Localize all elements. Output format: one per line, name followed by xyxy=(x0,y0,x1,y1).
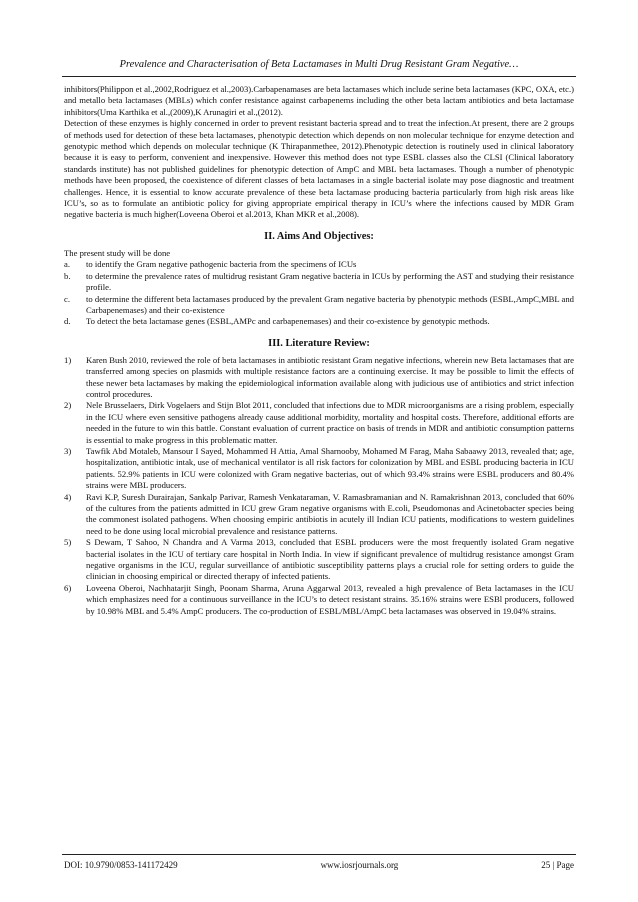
aim-item-text: to determine the prevalence rates of multidrug resistant Gram negative bacteria in ICUs by performing the AST and studying their resistance profile. xyxy=(86,270,574,293)
review-item xyxy=(64,446,574,492)
aim-item-marker: c. xyxy=(64,293,70,304)
aims-list xyxy=(64,259,574,327)
review-item xyxy=(64,537,574,583)
intro-paragraph-2: Detection of these enzymes is highly concerned in order to prevent resistant bacteria spread and to treat the infection.At present, there are 2 groups of methods used for detection of these beta lactamases, phenotypic detection which depends on non molecular technique for enzyme detection and genotypic method which depends on molecular technique (K Thirapanmethee, 2012).Phenotypic detection is routinely used in clinical laboratory because it is easy to perform, convenient and inexpensive. However this method does not type ESBL classes also the CLSI (Clinical laboratory standards institute) has not published guidelines for phenotypic detection of AmpC and MBL beta lactamases. Though a number of phenotypic methods have been proposed, the coexistence of diferent classes of beta lactamases in a single bacterial isolate may pose diagnostic and treatment challenges. Hence, it is essential to know accurate prevalence of these beta lactamase producing bacteria particularly from high risk areas like ICU’s, so as to formulate an antibiotic policy for giving appropriate empirical therapy in ICU’s where the infections caused by MDR Gram negative bacteria is much higher(Loveena Oberoi et al.2013, Khan MKR et al.,2008). xyxy=(64,118,574,220)
review-item-marker: 4) xyxy=(64,491,72,502)
review-item xyxy=(64,492,574,538)
review-item-text: S Dewam, T Sahoo, N Chandra and A Varma 2013, concluded that ESBL producers were the most frequently isolated Gram negative bacterial isolates in the ICU of tertiary care hospital in North India. In view if significant prevalence of multidrug resistance amongst Gram negative organisms in the ICU, regular surveillance of antibiotic susceptibility patterns plays a crucial role for setting orders to guide the clinician in choosing empirical or directed therapy of infected patients. xyxy=(86,537,574,582)
review-item-marker: 3) xyxy=(64,445,72,456)
review-item-marker: 6) xyxy=(64,582,72,593)
aim-item xyxy=(64,259,574,270)
footer-doi: DOI: 10.9790/0853-141172429 xyxy=(64,860,178,870)
review-item-text: Ravi K.P, Suresh Durairajan, Sankalp Parivar, Ramesh Venkataraman, V. Ramasbramanian and N. Ramakrishnan 2013, concluded that 60% of the cultures from the patients admitted in ICU grew Gram negative organisms with E.coli, Pseudomonas and Acinetobacter species being the commonest isolated pathogens. When choosing empiric antibiotis in acutely ill Indian ICU patients, modifications to western guidelines need to be done using local microbial prevalence and resistance patterns. xyxy=(86,491,574,536)
review-item-marker: 2) xyxy=(64,400,72,411)
body-content xyxy=(64,84,574,617)
aim-item xyxy=(64,294,574,317)
review-item-text: Tawfik Abd Motaleb, Mansour I Sayed, Mohammed H Attia, Amal Sharnooby, Mohamed M Farag, Maha Sabaawy 2013, revealed that; age, hospitalization, antibiotic intak, use of mechanical ventilator is all risk factors for colonization by MBL and ESBL producing bacteria in ICU patients. 52.9% patients in ICU were colonized with Gram negative bacterias, out of which 93.4% strains were ESBL producers and 80.4% strains were MBL producers. xyxy=(86,445,574,491)
review-item-text: Karen Bush 2010, reviewed the role of beta lactamases in antibiotic resistant Gram negative infections, wherein new Beta lactamases that are transferred among species on plasmids with multiple resistance factors are a continuing exercise. It may be possible to limit the effects of these newer beta lactamases by making the epidemiological information available along with judicious use of antibiotics and strict infection control procedures. xyxy=(86,354,574,399)
running-title: Prevalence and Characterisation of Beta Lactamases in Multi Drug Resistant Gram Negative… xyxy=(119,59,519,70)
review-item xyxy=(64,583,574,617)
review-item-marker: 5) xyxy=(64,537,72,548)
review-item xyxy=(64,355,574,401)
aim-item-marker: d. xyxy=(64,316,71,327)
literature-review-list xyxy=(64,355,574,617)
footer-website[interactable]: www.iosrjournals.org xyxy=(320,860,399,870)
section-2-lead: The present study will be done xyxy=(64,247,171,258)
aim-item xyxy=(64,316,574,327)
aim-item-text: to identify the Gram negative pathogenic bacteria from the specimens of ICUs xyxy=(86,259,357,270)
footer-page-number: 25 | Page xyxy=(541,860,574,870)
page-footer xyxy=(64,859,574,871)
review-item-text: Nele Brusselaers, Dirk Vogelaers and Stijn Blot 2011, concluded that infections due to MDR microorganisms are a rising problem, especially in the ICU where even sensitive pathogens already cause additional morbidity, mortality and hospital costs. Therefore, additional efforts are needed in the future to win this battle. Constant evaluation of current practice on basis of trends in MDR and antibiotic consumption patterns is essential to make progress in this problematic matter. xyxy=(86,400,574,445)
section-3-title: III. Literature Review: xyxy=(268,337,370,349)
footer-rule xyxy=(62,854,576,855)
aim-item-text: To detect the beta lactamase genes (ESBL,AMPc and carbapenemases) and their co-existence by genotypic methods. xyxy=(86,316,490,327)
review-item-marker: 1) xyxy=(64,354,72,365)
review-item xyxy=(64,400,574,446)
intro-paragraph-1: inhibitors(Philippon et al.,2002,Rodriguez et al.,2003).Carbapenamases are beta lactamases which include serine beta lactamases (KPC, OXA, etc.) and metallo beta lactamases (MBLs) which confer resistance against carbapenems including the other beta lactam antibiotics and beta lactamase inhibitors(Uma Karthika et al.,(2009),K Arunagiri et al.,(2012). xyxy=(64,84,574,117)
aim-item-marker: a. xyxy=(64,259,70,270)
aim-item-text: to determine the different beta lactamases produced by the prevalent Gram negative bacteria by phenotypic methods (ESBL,AmpC,MBL and Carbapenemases) and their co-existence xyxy=(86,293,574,315)
header-rule xyxy=(62,76,576,77)
section-2-title: II. Aims And Objectives: xyxy=(264,230,374,242)
aim-item-marker: b. xyxy=(64,270,71,281)
aim-item xyxy=(64,271,574,294)
review-item-text: Loveena Oberoi, Nachhatarjit Singh, Poonam Sharma, Aruna Aggarwal 2013, revealed a high prevalence of Beta lactamases in the ICU which emphasizes need for a continuous surveillance in the ICU’s to detect resistant strains. 35.16% strains were ESBl producers, followed by 10.98% MBL and 5.4% AmpC producers. The co-production of ESBL/MBL/AmpC beta lactamases was observed in 19.04% strains. xyxy=(86,582,574,616)
